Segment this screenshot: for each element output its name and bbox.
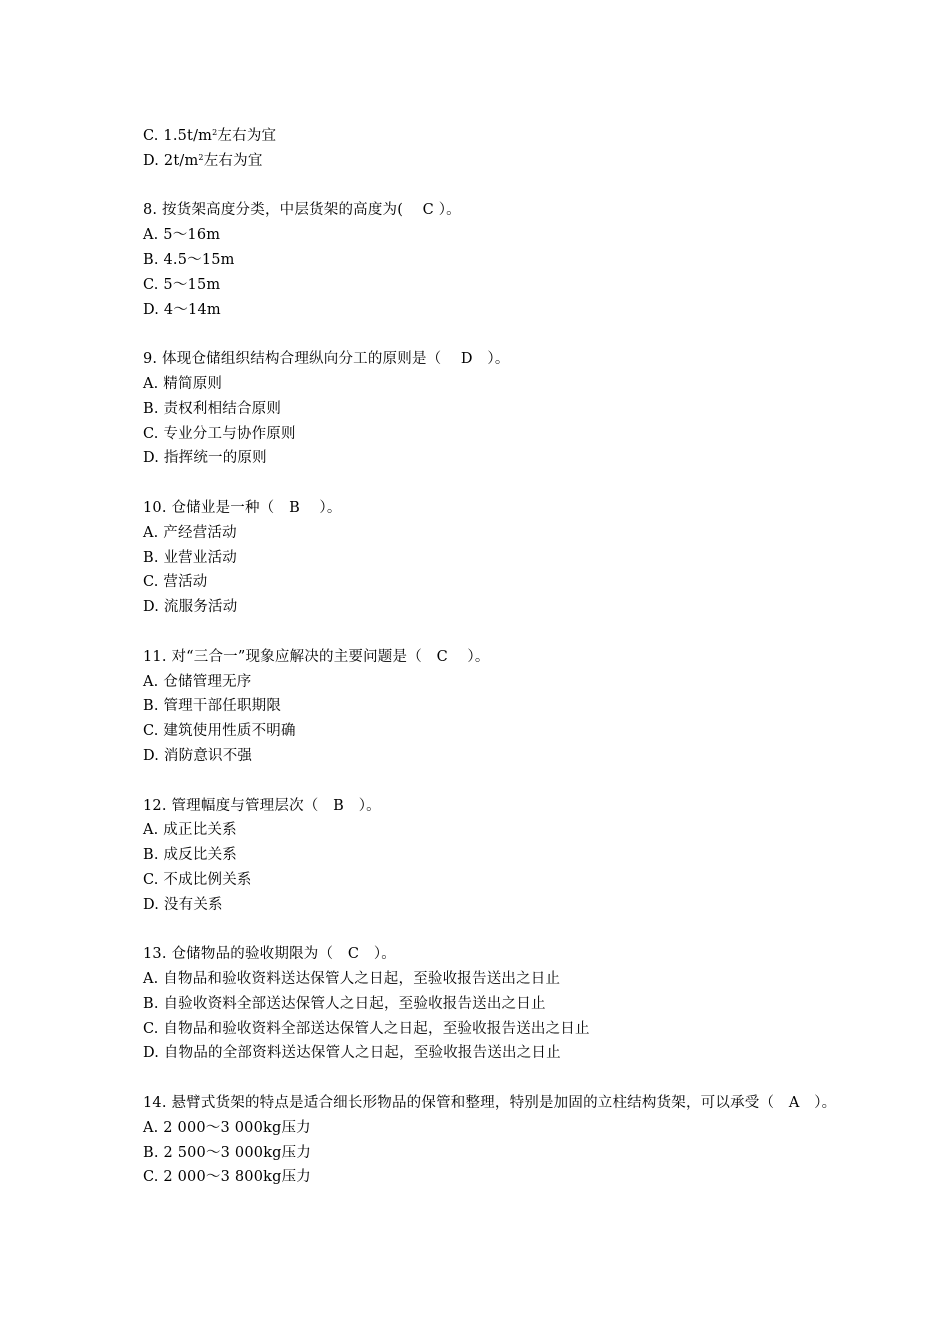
option-a: A. 仓储管理无序: [143, 673, 252, 690]
q7-option-d: D. $2t/m^2$左右为宜: [143, 152, 263, 169]
document-page: [143, 124, 843, 1190]
question-10: [143, 496, 843, 620]
option-b: B. 业营业活动: [143, 549, 237, 566]
question-stem: 9. 体现仓储组织结构合理纵向分工的原则是（ D ）。: [143, 351, 510, 368]
option-a: A. 5～16m: [143, 227, 221, 244]
option-c: C. 不成比例关系: [143, 871, 252, 888]
option-b: B. 责权利相结合原则: [143, 400, 282, 417]
option-d: D. 指挥统一的原则: [143, 450, 267, 467]
option-c: C. 建筑使用性质不明确: [143, 723, 296, 740]
option-b: B. 2 500～3 000kg压力: [143, 1144, 312, 1161]
question-14: [143, 1091, 843, 1190]
option-b: B. 自验收资料全部送达保管人之日起，至验收报告送出之日止: [143, 995, 546, 1012]
option-a: A. 精简原则: [143, 375, 223, 392]
question-stem: 10. 仓储业是一种（ B ）。: [143, 499, 342, 516]
question-12: [143, 794, 843, 918]
option-a: A. 产经营活动: [143, 524, 237, 541]
question-9: [143, 347, 843, 471]
option-d: D. 4～14m: [143, 301, 221, 318]
question-13: [143, 942, 843, 1066]
question-11: [143, 645, 843, 769]
question-stem: 12. 管理幅度与管理层次（ B ）。: [143, 797, 381, 814]
option-a: A. 成正比关系: [143, 822, 237, 839]
option-d: D. 自物品的全部资料送达保管人之日起，至验收报告送出之日止: [143, 1045, 561, 1062]
q7-option-c: C. $1.5t/m^2$左右为宜: [143, 128, 277, 144]
option-c: C. 营活动: [143, 574, 208, 591]
option-c: C. 2 000～3 800kg压力: [143, 1169, 311, 1186]
option-b: B. 成反比关系: [143, 847, 237, 864]
option-b: B. 4.5～15m: [143, 251, 235, 268]
option-d: D. 消防意识不强: [143, 747, 253, 764]
question-stem: 13. 仓储物品的验收期限为（ C ）。: [143, 946, 397, 963]
option-a: A. 2 000～3 000kg压力: [143, 1119, 311, 1136]
option-b: B. 管理干部任职期限: [143, 698, 282, 715]
question-stem: 8. 按货架高度分类，中层货架的高度为( C ）。: [143, 202, 461, 219]
option-c: C. 自物品和验收资料全部送达保管人之日起，至验收报告送出之日止: [143, 1020, 590, 1037]
option-a: A. 自物品和验收资料送达保管人之日起，至验收报告送出之日止: [143, 971, 561, 988]
option-c: C. 专业分工与协作原则: [143, 425, 296, 442]
option-d: D. 流服务活动: [143, 599, 238, 616]
question-8: [143, 198, 843, 322]
option-c: C. 5～15m: [143, 276, 221, 293]
option-d: D. 没有关系: [143, 896, 223, 913]
question-stem: 11. 对“三合一”现象应解决的主要问题是（ C ）。: [143, 648, 490, 665]
question-stem: 14. 悬臂式货架的特点是适合细长形物品的保管和整理，特别是加固的立柱结构货架，可以承受（ A ）。: [143, 1095, 837, 1112]
